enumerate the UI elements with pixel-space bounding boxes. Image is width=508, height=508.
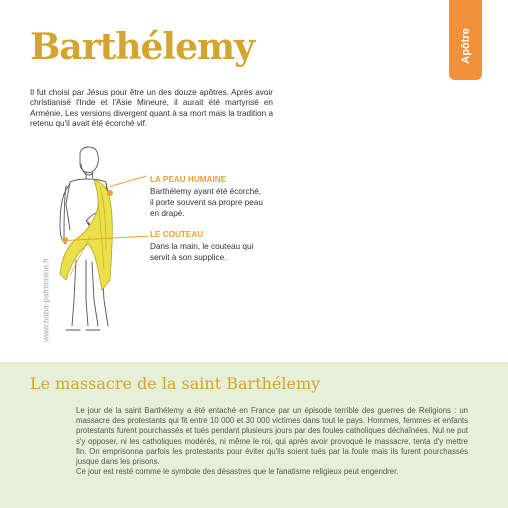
- callout-text-knife-line-2: servit à son supplice.: [150, 253, 227, 262]
- massacre-body: Le jour de la saint Barthélemy a été entaché en France par un épisode terrible des guerres de Religions : un massacre des protestants qui fit entre 10 000 et 30 000 victimes dans tout le pays. Hommes, femmes et enfants protestants furent pourchassés et tués pendant plusieurs jours par des foules catholiques déchaînées. Nul ne put s'y opposer, ni les catholiques modérés, ni même le roi, qui après avoir provoqué le massacre, tenta d'y mettre fin. On emprisonna parfois les protestants pour éviter qu'ils soient tués par la foule mais ils furent pourchassés jusque dans les prisons.: [76, 406, 468, 467]
- figure-left-arm: [60, 184, 70, 244]
- massacre-conclusion: Ce jour est resté comme le symbole des désastres que le fanatisme religieux peut engendrer.: [76, 467, 399, 477]
- intro-paragraph: Il fut choisi par Jésus pour être un des douze apôtres. Après avoir christianisé l'Inde et l'Asie Mineure, il aurait été martyrisé en Arménie. Les versions divergent quant à sa mort mais la tradition a retenu qu'il avait été écorché vif.: [30, 88, 273, 128]
- callout-title-skin: LA PEAU HUMAINE: [150, 175, 227, 184]
- page-title: Barthélemy: [30, 26, 255, 68]
- callout-text-skin-line-3: en drapé.: [150, 209, 185, 218]
- callout-text-skin-line-1: Barthélemy ayant été écorché,: [150, 187, 262, 196]
- category-tab-label: Apôtre: [459, 28, 472, 64]
- website-url: www.baba-patrimoine.fr: [41, 257, 51, 343]
- callout-text-skin-line-2: il porte souvent sa propre peau: [150, 198, 263, 207]
- callout-marker-skin: [107, 190, 113, 196]
- massacre-text: [76, 406, 468, 477]
- saint-bartholomew-illustration: [40, 140, 140, 343]
- figure-head: [80, 147, 98, 173]
- category-tab: [449, 0, 482, 80]
- callout-text-knife-line-1: Dans la main, le couteau qui: [150, 242, 254, 251]
- figure-beard: [81, 164, 93, 175]
- massacre-title: Le massacre de la saint Barthélemy: [30, 374, 321, 393]
- massacre-section: [0, 362, 508, 508]
- callout-title-knife: LE COUTEAU: [150, 230, 204, 239]
